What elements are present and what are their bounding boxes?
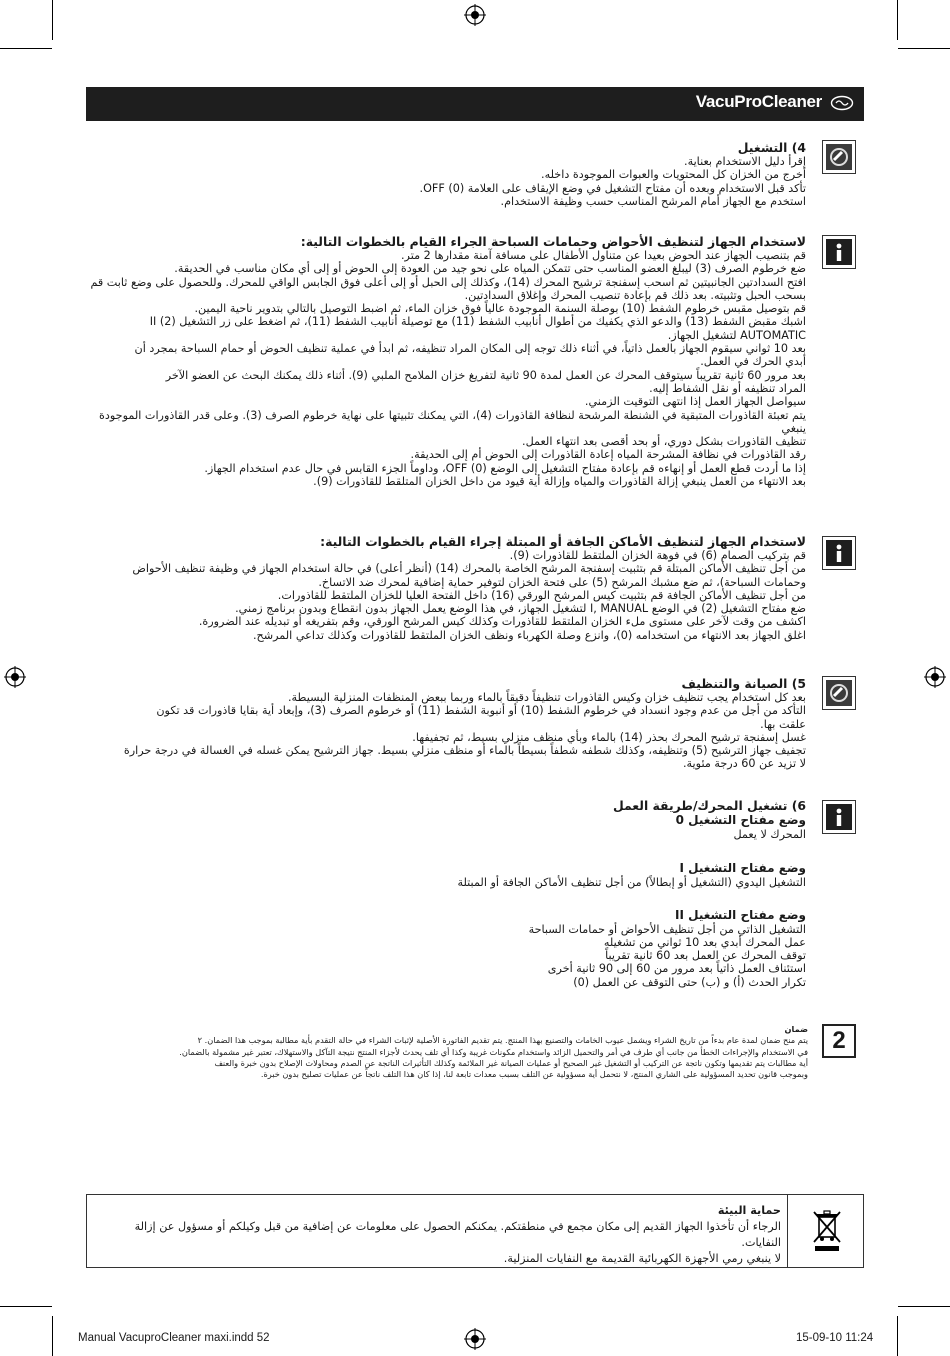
section-title: 4) التشغيل	[737, 140, 806, 155]
text-line: استخدم مع الجهاز أمام المرشح المناسب حسب وظيفة الاستخدام.	[500, 194, 806, 208]
header-bar	[86, 87, 864, 121]
switch-position-0-title: وضع مفتاح التشغيل 0	[675, 813, 806, 827]
text-line: عمل المحرك أبدي بعد 10 ثواني من تشغيله	[603, 935, 806, 949]
switch-position-2-title: وضع مفتاح التشغيل II	[675, 907, 806, 922]
environment-title: حماية البيئة	[717, 1204, 781, 1217]
text-line: ضع خرطوم الصرف (3) ليبلغ العضو المناسب حتى تتمكن المياه على نحو جيد من العودة إلى الحوض أو إلى أي مكان مناسب في الحديقة.	[174, 262, 806, 276]
text-line: ضع مفتاح التشغيل (2) في الوضع I, MANUAL لتشغيل الجهاز، في هذا الوضع يعمل الجهاز بدون انقطاع وبدون برنامج زمني.	[235, 602, 806, 616]
text-line: الرجاء أن تأخذوا الجهاز القديم إلى مكان مجمع في منطقتكم. يمكنكم الحصول على معلومات عن إضافية من قبل وكيلكم أو مسؤول عن إزالة النفايات.	[134, 1220, 781, 1249]
text-line: أخرج من الخزان كل المحتويات والعبوات الموجودة داخله.	[541, 168, 806, 182]
text-line: إقرأ دليل الاستخدام بعناية.	[684, 155, 806, 168]
switch-position-1-title: وضع مفتاح التشغيل I	[679, 861, 806, 876]
text-line: أية مطالبات يتم تقديمها وتكون ناتجة عن التركيب أو التشغيل غير الصحيح أو عمليات الصيانة غير الملائمة وكذلك التأثيرات الناتجة عن الصدم ومحاولات الإصلاح بدون خبرة والعنف	[214, 1057, 808, 1068]
text-line: افتح السدادتين الجانبيتين ثم اسحب إسفنجة ترشيح المحرك (14)، وكذلك إلى الحبل أو إلى أعلى فوق الجابس الواقي للمحرك. وللحصول على وضع ثابت قم	[90, 275, 806, 289]
text-line: رقد القاذورات في نظافة المشرحة المياه إعادة القاذورات إلى الحوض أم إلى الحديقة.	[410, 448, 806, 462]
text-line: قم بتوصيل مقبس خرطوم الشفط (10) بوصلة السنمة الموجودة عالياً فوق خزان الماء، ثم اضبط التوصيل بالتالي بتدوير ناحية اليمين.	[194, 302, 806, 316]
crossed-bin-icon	[811, 1209, 843, 1253]
section-title: 6) تشغيل المحرك/طريقة العمل	[612, 798, 806, 813]
text-line: اشبك مقبض الشفط (13) والدعو الذي يكفيك من أطوال أنابيب الشفط (11) مع توصيلة أنابيب الشفط (11)، ثم اضغط على زر التشغيل (2) II	[149, 315, 806, 329]
text-line: قم بتنصيب الجهاز عند الحوض بعيدا عن متناول الأطفال على مسافة آمنة مقدارها 2 متر.	[401, 249, 806, 262]
section-pool-cleaning	[86, 234, 806, 488]
text-line: من أجل تنظيف الأماكن المبتلة قم بتثبيت إسفنجة المرشح الخاصة بالمحرك (14) (أنظر أعلى) في حالة استخدام الجهاز في وظيفة تنظيف الأحواض	[132, 562, 806, 576]
text-line: بعد مرور 60 ثانية تقريباً سيتوقف المحرك عن العمل لمدة 90 ثانية لتفريغ خزان الملامح الملبي (9). أثناء ذلك يمكنك البحث عن العضو الآخر	[165, 368, 806, 382]
crop-mark	[897, 0, 898, 40]
text-line: AUTOMATIC لتشغيل الجهاز.	[667, 328, 806, 342]
text-line: إذا ما أردت قطع العمل أو إنهاءه قم بإعادة مفتاح التشغيل إلى الوضع (0) OFF، وداوماً الجزء القابس في حال عدم استخدام الجهاز.	[204, 461, 806, 475]
text-line: تجفيف جهاز الترشيح (5) وتنظيفه، وكذلك شطفه شطفاً بسيطاً بالماء أو منظف منزلي بسيط. جهاز الترشيح يمكن غسله في الغسالة في درجة حرارة	[123, 744, 806, 758]
text-line: وحمامات السباحة)، ثم ضع مشبك المرشح (5) على فتحة الخزان لتوفير حماية إضافية لمحرك ضد الاتساخ.	[318, 575, 806, 589]
tool-icon	[822, 140, 856, 174]
text-line: المحرك لا يعمل	[733, 828, 806, 841]
info-icon	[822, 235, 856, 269]
text-line: التشغيل اليدوي (التشغيل أو إبطالاً) من أجل تنظيف الأماكن الجافة أو المبتلة	[457, 876, 806, 890]
text-line: اغلق الجهاز بعد الانتهاء من استخدامه (0)، وانزع وصلة الكهرباء ونظف الخزان الملتقط للقاذورات وكذلك تداعي المرشح.	[252, 628, 806, 642]
text-line: التشغيل الذاتي من أجل تنظيف الأحواض أو حمامات السباحة	[528, 922, 806, 936]
text-line: التأكد من أجل من عدم وجود انسداد في خرطوم الشفط (10) أو أنبوبة الشفط (11) أو خرطوم الصرف (3)، وإبعاد أية بقايا قاذورات قد تكون	[156, 704, 806, 718]
registration-mark-icon	[4, 666, 26, 688]
brand-name: VacuProCleaner	[695, 92, 822, 111]
section-dry-wet-cleaning	[86, 534, 806, 642]
text-line: من أجل تنظيف الأماكن الجافة قم بتثبيت كيس المرشح الورقي (16) داخل الفتحة العليا للخزان الملتقط للقاذورات.	[277, 588, 806, 602]
info-icon	[822, 536, 856, 570]
crop-mark	[897, 1316, 898, 1356]
registration-mark-icon	[924, 666, 946, 688]
text-line: تكرار الحدث (أ) و (ب) حتى التوقف عن العمل (0)	[573, 975, 806, 989]
registration-mark-icon	[464, 4, 486, 26]
text-line: علقت بها.	[760, 717, 806, 731]
text-line: غسل إسفنجة ترشيح المحرك بحذر (14) بالماء وبأي منظف منزلي بسيط، ثم تجفيفها.	[412, 730, 806, 744]
registration-mark-icon	[464, 1328, 486, 1350]
info-icon	[822, 800, 856, 834]
environment-box	[86, 1194, 864, 1268]
section-operation	[86, 140, 806, 208]
text-line: سيواصل الجهاز العمل إذا انتهى التوقيت الزمني.	[584, 395, 806, 409]
text-line: أبدي الحرك في العمل.	[700, 355, 806, 369]
text-line: بعد 10 ثواني سيقوم الجهاز بالعمل ذاتياً، في أثناء ذلك توجه إلى المكان المراد تنظيفه، ثم ابدأ في عملية تنظيف الحوض أو حمام السباحة بمجرد أن	[134, 342, 806, 356]
warranty-section	[86, 1024, 808, 1080]
section-title: لاستخدام الجهاز لتنظيف الأماكن الجافة أو المبتلة إجراء القيام بالخطوات التالية:	[320, 534, 806, 549]
text-line: يتم منح ضمان لمدة عام بدءاً من تاريخ الشراء ويشمل عيوب الخامات والتصنيع بهذا المنتج. يتم تقديم الفاتورة الأصلية لإثبات الشراء في حالة التقدم بأية مطالبة بموجب هذا الضمان. ٢	[197, 1035, 808, 1046]
footer-file-name: Manual VacuproCleaner maxi.indd 52	[78, 1332, 270, 1344]
text-line: في الاستخدام والإجراءات الخطأ من جانب أي طرف في أمر والتحميل الزائد واستخدام مكونات غريبة وكذا أي تلف يحدث لأجزاء المنتج نتيجة التآكل والاستهلاك، تعتبر غير مشمولة بالضمان.	[179, 1046, 808, 1057]
text-line: المراد تنظيفه أو نقل الشفاط إليه.	[649, 381, 806, 395]
section-maintenance	[86, 676, 806, 771]
crop-mark	[52, 1316, 53, 1356]
environment-text	[95, 1203, 781, 1267]
brand-logo-icon	[830, 95, 854, 111]
section-motor-operation	[86, 798, 806, 989]
crop-mark	[0, 48, 52, 49]
text-line: لا تزيد عن 60 درجة مئوية.	[683, 757, 806, 771]
section-title: 5) الصيانة والتنظيف	[681, 676, 806, 691]
tool-icon	[822, 676, 856, 710]
text-line: بعد كل استخدام يجب تنظيف خزان وكيس القاذورات تنظيفاً دقيقاً بالماء وربما ببعض المنظفات المنزلية البسيطة.	[287, 691, 806, 704]
crop-mark	[898, 1306, 950, 1307]
text-line: اكشف من وقت لآخر على مستوى ملء الخزان الملتقط للقاذورات وكذلك كيس المرشح الورقي، وقم بتفريغه أو تبديله عند الضرورة.	[198, 615, 806, 629]
crop-mark	[0, 1306, 52, 1307]
warranty-number-badge: 2	[822, 1024, 856, 1058]
text-line: بعد الانتهاء من العمل ينبغي إزالة القاذورات والمياه وإزالة أية قيود من داخل الخزان المتلقط للقاذورات (9).	[313, 475, 806, 489]
text-line: توقف المحرك عن العمل بعد 60 ثانية تقريباً	[605, 949, 806, 963]
text-line: استئناف العمل ذاتياً بعد مرور من 60 إلى 90 ثانية أخرى	[547, 962, 806, 976]
text-line: لا ينبغي رمي الأجهزة الكهربائية القديمة مع النفايات المنزلية.	[503, 1252, 781, 1265]
text-line: قم بتركيب الصمام (6) في فوهة الخزان الملتقط للقاذورات (9).	[509, 549, 806, 562]
text-line: يتم تعبئة القاذورات المتبقية في الشنطة المرشحة لنظافة القاذورات (4)، التي يمكنك تثبيتها على نهاية خرطوم الصرف (3). وعلى قدر القاذورات الموجودة ينبغي	[99, 408, 806, 435]
text-line: تأكد قبل الاستخدام وبعده أن مفتاح التشغيل في وضع الإيقاف على العلامة (0) OFF.	[419, 181, 806, 195]
text-line: تنظيف القاذورات بشكل دوري، أو بحد أقصى بعد انتهاء العمل.	[522, 435, 806, 449]
text-line: بسحب الحبل وتثبيته. بعد ذلك قم بإعادة تنصيب المحرك وإغلاق السدادتين.	[464, 288, 806, 302]
section-title: لاستخدام الجهاز لتنظيف الأحواض وحمامات السباحة الجراء القيام بالخطوات التالية:	[300, 234, 806, 249]
warranty-title: ضمان	[784, 1024, 808, 1034]
divider	[787, 1195, 788, 1267]
crop-mark	[898, 48, 950, 49]
footer-date: 15-09-10 11:24	[796, 1332, 874, 1344]
crop-mark	[52, 0, 53, 40]
text-line: وبموجب قانون تحديد المسؤولية على الشاري المنتج، لا نتحمل أية مسؤولية عن التلف بسبب معدات تابعة لنا، إذا كان هذا التلف ناتجاً عن عمليات تصليح بدون خبرة.	[260, 1069, 808, 1080]
